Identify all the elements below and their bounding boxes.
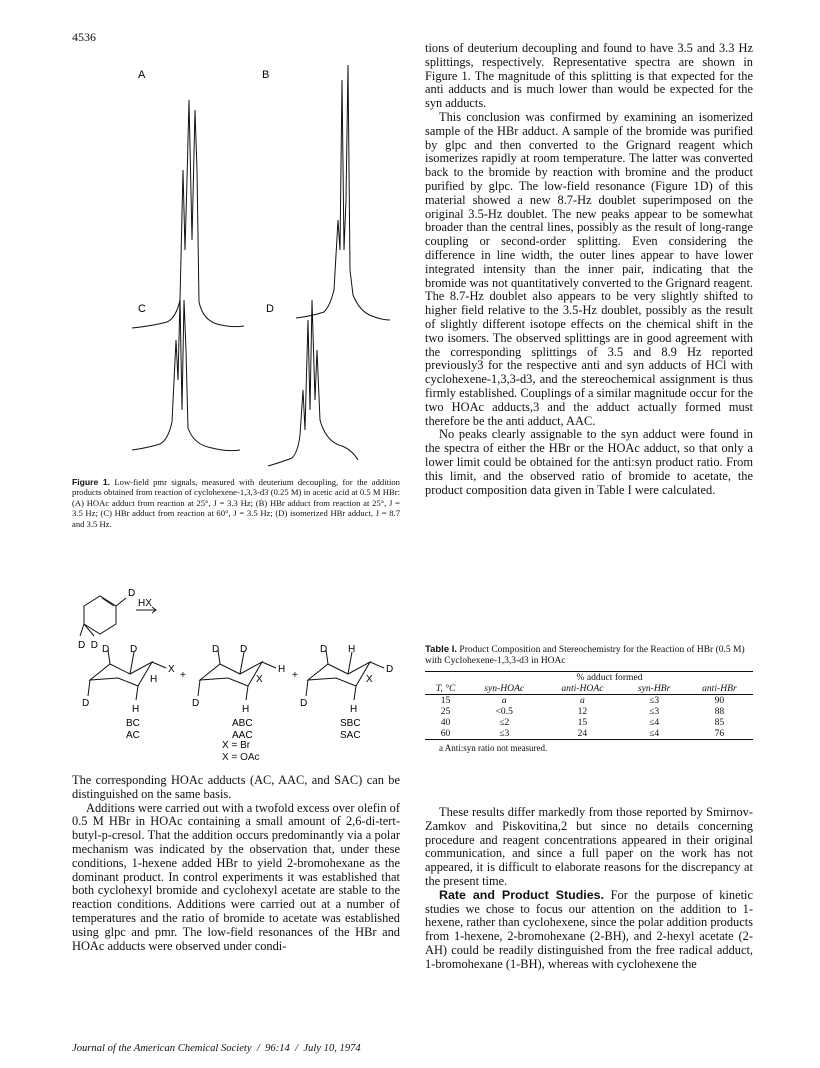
s1-name-oac: AC xyxy=(126,730,140,741)
page-footer: Journal of the American Chemical Society / 96:14 / July 10, 1974 xyxy=(72,1043,361,1054)
s2-name-oac: AAC xyxy=(232,730,253,741)
s3-axial: X xyxy=(366,674,373,685)
s3-name-oac: SAC xyxy=(340,730,361,741)
s3-bottom: H xyxy=(350,704,358,715)
table-cell: 24 xyxy=(577,728,588,740)
s3-subst: D xyxy=(386,664,394,675)
table-1-footnote: a Anti:syn ratio not measured. xyxy=(439,743,548,754)
left-paragraph-2: Additions were carried out with a twofold excess over olefin of 0.5 M HBr in HOAc containing a small amount of 2,6-di-tert-butyl-p-cresol. That the addition occurs predominantly via a polar mechanism was indicated by the observation that, under these conditions, 1-hexene added HBr to yield 2-bromohexane as the dominant product. In control experiments it was established that both cyclohexyl bromide and cyclohexyl acetate are stable to the reaction conditions. Additions were carried out at a number of temperatures and the ratio of bromide to acetate was established using glpc and pmr. The low-field resonances of the HBr and HOAc adducts were observed under condi- xyxy=(72,800,400,953)
s2-bottom-left: D xyxy=(192,698,200,709)
table-cell: 15 xyxy=(440,695,451,707)
table-cell: 76 xyxy=(714,728,725,740)
table-cell: 90 xyxy=(714,695,725,707)
table-cell: ≤3 xyxy=(499,728,510,740)
right-paragraph-3: No peaks clearly assignable to the syn adduct were found in the spectra of either the HBr or the HOAc adduct, so that only a lower limit could be obtained for the anti:syn product ratio. From this limit, and the observed ratio of bromide to acetate, the product composition data given in Table I were calculated. xyxy=(425,427,753,497)
legend-oac: X = OAc xyxy=(222,752,260,763)
table-cell: a xyxy=(501,695,507,707)
chair-3 xyxy=(308,662,370,686)
left-paragraph-1: The corresponding HOAc adducts (AC, AAC, and SAC) can be distinguished on the same basis. xyxy=(72,773,400,801)
table-cell: 88 xyxy=(714,706,725,718)
table-cell: 40 xyxy=(440,717,451,729)
s1-axial: H xyxy=(150,674,158,685)
table-cell: ≤3 xyxy=(649,706,660,718)
vinyl-d-label: D xyxy=(128,588,136,599)
legend-br: X = Br xyxy=(222,740,251,751)
cyclohexene-ring xyxy=(84,596,116,634)
table-1 xyxy=(425,644,753,753)
s1-subst: X xyxy=(168,664,175,675)
s1-bottom-left: D xyxy=(82,698,90,709)
table-cell: a xyxy=(580,695,585,707)
table-1-header-t: T, °C xyxy=(435,683,456,695)
table-1-caption-text: Product Composition and Stereochemistry for the Reaction of HBr (0.5 M) with Cyclohexene-1,3,3-d3 in HOAc xyxy=(425,645,745,667)
plus-2: + xyxy=(292,670,298,681)
chair-1 xyxy=(90,662,152,686)
section-heading: Rate and Product Studies. xyxy=(439,887,604,902)
table-cell: 15 xyxy=(577,717,588,729)
plus-1: + xyxy=(180,670,186,681)
right-paragraph-1: tions of deuterium decoupling and found to have 3.5 and 3.3 Hz splittings, respectively. Representative spectra are shown in Figure 1. The magnitude of this splitting is that expected for the anti adducts and is much lower than would be expected for the syn adducts. xyxy=(425,41,753,111)
panel-label-d: D xyxy=(266,303,274,315)
panel-label-a: A xyxy=(138,69,146,81)
figure-1-caption xyxy=(72,477,400,529)
panel-label-b: B xyxy=(262,69,270,81)
s3-name-br: SBC xyxy=(340,718,361,729)
page-number: 4536 xyxy=(72,30,96,44)
table-row xyxy=(425,717,753,728)
table-1-caption-title: Table I. xyxy=(425,644,458,655)
table-1-header-syn-hbr: syn-HBr xyxy=(637,683,671,695)
table-1-grid xyxy=(425,671,753,740)
s3-top-right: H xyxy=(348,644,356,655)
s1-top-left: D xyxy=(102,644,110,655)
table-cell: 12 xyxy=(577,706,588,718)
s3-top-left: D xyxy=(320,644,328,655)
s3-bottom-left: D xyxy=(300,698,308,709)
reaction-scheme xyxy=(72,578,402,756)
chair-2 xyxy=(200,662,262,686)
s2-bottom: H xyxy=(242,704,250,715)
right-paragraph-4: These results differ markedly from those reported by Smirnov-Zamkov and Piskovitina,2 but since no details concerning procedure and reagent concentrations appeared in their original communication, and since a full paper on the work has not appeared, it is difficult to elaborate reasons for the discrepancy at the present time. xyxy=(425,805,753,888)
right-paragraph-5 xyxy=(425,889,753,972)
spectrum-d xyxy=(268,300,358,466)
panel-label-c: C xyxy=(138,303,146,315)
figure-1-caption-title: Figure 1. xyxy=(72,477,111,487)
spectrum-a xyxy=(132,100,244,328)
table-cell: ≤4 xyxy=(649,717,660,729)
spectrum-b xyxy=(296,65,390,320)
right-column-text-top xyxy=(425,42,753,497)
right-paragraph-2: This conclusion was confirmed by examining an isomerized sample of the HBr adduct. A sample of the bromide was purified by glpc and then converted to the Grignard reagent which isomerizes rapidly at room temperature. The latter was converted back to the bromide by reaction with bromine and the product purified by glpc. The low-field resonance (Figure 1D) of this material showed a new 8.7-Hz doublet superimposed on the original 3.5-Hz doublet. The new peaks appear to be somewhat broader than the central lines, possibly as the result of long-range coupling or second-order splitting. Even considering the difference in line width, the outer lines appear to have lower integrated intensity than the inner pair, indicating that the bromide was not quantitatively converted to the Grignard reagent. The 8.7-Hz doublet also appears to be very slightly shifted to higher field relative to the 3.5-Hz doublet, possibly as the result of slightly different isotope effects on the chemical shift in the two isomers. The observed splittings are in good agreement with the corresponding splittings of 3.5 and 8.9 Hz reported previously3 for the respective anti and syn adducts of HCl with cyclohexene-1,3,3-d3, and the stereochemical assignment is thus firmly established. Couplings of a similar magnitude occur for the two HOAc adducts,3 and the adduct actually formed must therefore be the anti adduct, AAC. xyxy=(425,109,753,428)
spectrum-c xyxy=(132,298,240,451)
s1-top-right: D xyxy=(130,644,138,655)
table-row xyxy=(425,695,753,707)
figure-1-spectra xyxy=(72,50,402,470)
s2-axial: X xyxy=(256,674,263,685)
s2-top-left: D xyxy=(212,644,220,655)
table-row xyxy=(425,706,753,717)
table-cell: ≤4 xyxy=(649,728,660,740)
table-1-header-syn-hoac: syn-HOAc xyxy=(484,683,525,695)
left-column-text xyxy=(72,774,400,953)
table-cell: ≤3 xyxy=(649,695,660,707)
table-cell: ≤2 xyxy=(499,717,510,729)
s2-subst: H xyxy=(278,664,286,675)
gem-d-label: D D xyxy=(78,640,98,651)
s1-name-br: BC xyxy=(126,718,140,729)
s1-bottom: H xyxy=(132,704,140,715)
table-cell: 60 xyxy=(440,728,451,740)
s2-name-br: ABC xyxy=(232,718,253,729)
reagent-label: HX xyxy=(138,598,152,609)
table-cell: <0.5 xyxy=(495,706,513,718)
right-paragraph-5-text: For the purpose of kinetic studies we chose to focus our attention on the addition to 1-hexene, rather than cyclohexene, since the polar addition products from 1-hexene, 2-bromohexane (2-BH), and 2-hexyl acetate (2-AH) could be readily distinguished from the free radical adduct, 1-bromohexane (1-BH), whereas with cyclohexene the xyxy=(425,887,753,971)
table-1-caption xyxy=(425,644,753,667)
s2-top-right: D xyxy=(240,644,248,655)
table-row xyxy=(425,728,753,740)
table-cell: 85 xyxy=(714,717,725,729)
table-1-group-header: % adduct formed xyxy=(576,672,643,684)
right-column-text-bottom xyxy=(425,806,753,972)
figure-1-caption-text: Low-field pmr signals, measured with deuterium decoupling, for the addition products obtained from reaction of cyclohexene-1,3,3-d3 (0.25 M) in acetic acid at 0.5 M HBr: (A) HOAc adduct from reaction at 25°, J = 3.3 Hz; (B) HBr adduct from reaction at 25°, J = 3.5 Hz; (C) HBr adduct from reaction at 60°, J = 3.5 Hz; (D) isomerized HBr adduct, J = 8.7 and 3.5 Hz. xyxy=(72,477,400,529)
table-1-header-anti-hoac: anti-HOAc xyxy=(561,683,604,695)
table-1-header-anti-hbr: anti-HBr xyxy=(702,683,737,695)
table-cell: 25 xyxy=(440,706,451,718)
